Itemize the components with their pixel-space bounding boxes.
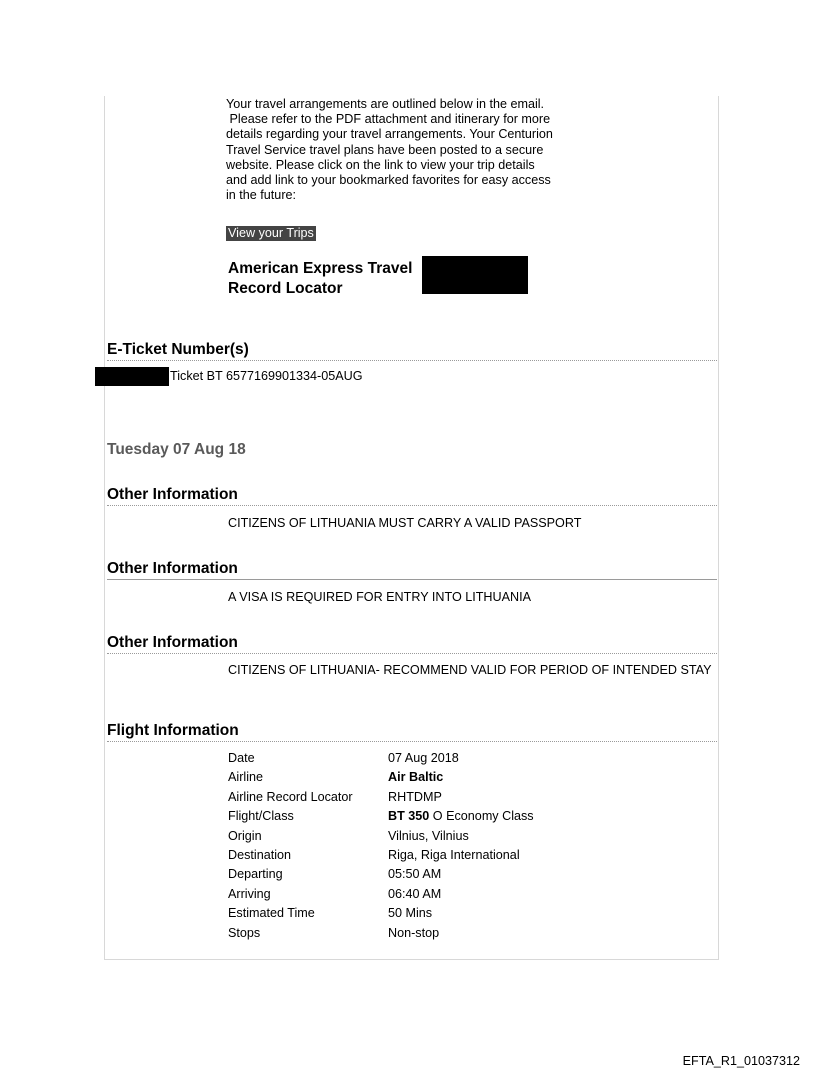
field-value: Non-stop	[388, 925, 440, 940]
other-info-text: CITIZENS OF LITHUANIA- RECOMMEND VALID FOR PERIOD OF INTENDED STAY	[228, 663, 712, 677]
record-locator-line1: American Express Travel	[228, 260, 413, 277]
field-value	[388, 809, 534, 828]
field-label: Airline	[228, 770, 263, 785]
table-row	[228, 906, 534, 925]
record-locator-line2: Record Locator	[228, 279, 343, 297]
field-label: Date	[228, 751, 255, 765]
flight-info-title: Flight Information	[107, 722, 717, 742]
table-row	[228, 790, 534, 809]
field-value: Vilnius, Vilnius	[388, 828, 469, 843]
other-info-title: Other Information	[107, 486, 717, 506]
flight-number: BT 350	[388, 809, 430, 824]
eticket-title: E-Ticket Number(s)	[107, 341, 717, 361]
field-value: 50 Mins	[388, 906, 433, 921]
field-label: Arriving	[228, 886, 271, 901]
table-row	[228, 887, 534, 906]
field-value: Air Baltic	[388, 770, 444, 785]
table-row	[228, 926, 534, 945]
redaction-box	[422, 256, 528, 294]
document-id: EFTA_R1_01037312	[682, 1054, 800, 1068]
field-label: Airline Record Locator	[228, 789, 353, 804]
flight-details-table	[228, 751, 534, 945]
field-label: Destination	[228, 847, 292, 862]
intro-line: in the future:	[226, 188, 297, 203]
intro-line: Your travel arrangements are outlined below in the email.	[226, 97, 545, 111]
table-row	[228, 751, 534, 770]
table-row	[228, 829, 534, 848]
intro-line: Please refer to the PDF attachment and itinerary for more	[226, 112, 551, 127]
redaction-box	[95, 367, 169, 386]
intro-paragraph	[226, 97, 606, 203]
field-label: Stops	[228, 925, 261, 940]
other-info-title: Other Information	[107, 560, 717, 580]
field-value: 06:40 AM	[388, 886, 442, 901]
field-label: Origin	[228, 828, 262, 843]
field-value: Riga, Riga International	[388, 847, 520, 862]
other-info-title: Other Information	[107, 634, 717, 654]
intro-line: and add link to your bookmarked favorites for easy access	[226, 173, 551, 188]
field-label: Flight/Class	[228, 809, 294, 824]
intro-line: Travel Service travel plans have been posted to a secure	[226, 142, 544, 157]
view-trips-link[interactable]: View your Trips	[228, 226, 314, 240]
field-value: 07 Aug 2018	[388, 751, 459, 765]
table-row	[228, 770, 534, 789]
intro-line: details regarding your travel arrangements. Your Centurion	[226, 127, 553, 142]
table-row	[228, 809, 534, 828]
intro-line: website. Please click on the link to view your trip details	[226, 157, 535, 172]
field-label: Estimated Time	[228, 906, 315, 921]
field-label: Departing	[228, 867, 283, 882]
other-info-text: A VISA IS REQUIRED FOR ENTRY INTO LITHUANIA	[228, 590, 532, 604]
flight-class: O Economy Class	[429, 809, 534, 824]
record-locator-heading	[228, 259, 412, 298]
field-value: RHTDMP	[388, 789, 442, 804]
other-info-text: CITIZENS OF LITHUANIA MUST CARRY A VALID PASSPORT	[228, 516, 582, 530]
eticket-number: Ticket BT 6577169901334-05AUG	[170, 369, 363, 383]
table-row	[228, 867, 534, 886]
field-value: 05:50 AM	[388, 867, 442, 882]
date-heading: Tuesday 07 Aug 18	[107, 441, 246, 458]
table-row	[228, 848, 534, 867]
